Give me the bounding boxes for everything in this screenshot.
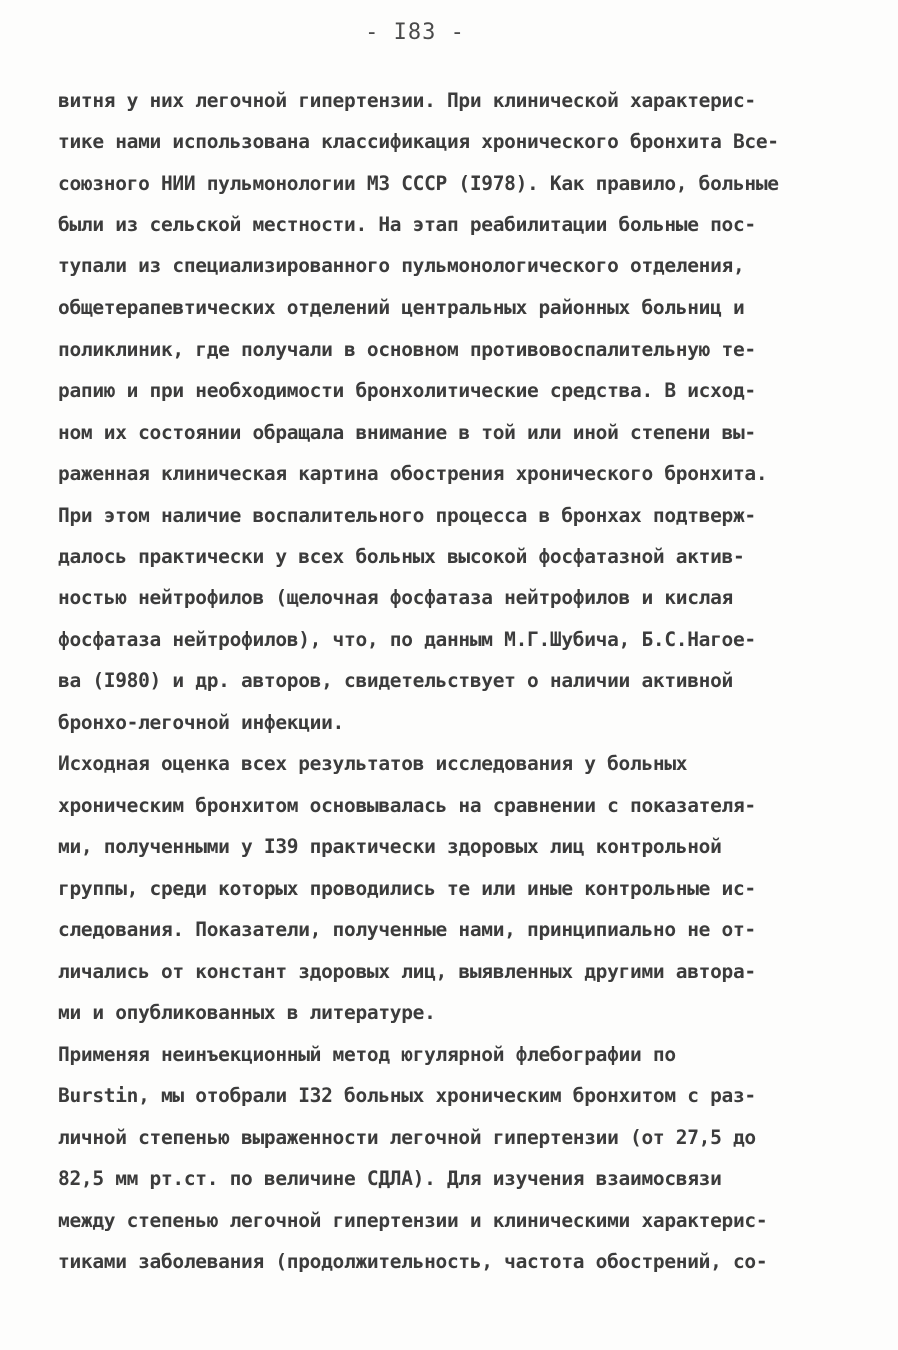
text-line: общетерапевтических отделений центральных районных больниц и <box>58 296 745 319</box>
text-line: тупали из специализированного пульмонологического отделения, <box>58 254 745 277</box>
text-line: ми и опубликованных в литературе. <box>58 1001 436 1024</box>
text-line: между степенью легочной гипертензии и клиническими характерис- <box>58 1209 768 1232</box>
text-line: тике нами использована классификация хронического бронхита Все- <box>58 130 779 153</box>
text-line: группы, среди которых проводились те или иные контрольные ис- <box>58 877 756 900</box>
text-line: 82,5 мм рт.ст. по величине СДЛА). Для изучения взаимосвязи <box>58 1167 722 1190</box>
text-line: раженная клиническая картина обострения хронического бронхита. <box>58 462 768 485</box>
text-line: личной степенью выраженности легочной гипертензии (от 27,5 до <box>58 1126 756 1149</box>
text-line: ном их состоянии обращала внимание в той или иной степени вы- <box>58 421 756 444</box>
text-line: следования. Показатели, полученные нами, принципиально не от- <box>58 918 756 941</box>
text-line: ностью нейтрофилов (щелочная фосфатаза нейтрофилов и кислая <box>58 586 733 609</box>
text-line: Burstin, мы отобрали I32 больных хроническим бронхитом с раз- <box>58 1084 756 1107</box>
text-line: были из сельской местности. На этап реабилитации больные пос- <box>58 213 756 236</box>
text-line: далось практически у всех больных высокой фосфатазной актив- <box>58 545 745 568</box>
text-line: фосфатаза нейтрофилов), что, по данным М.Г.Шубича, Б.С.Нагое- <box>58 628 756 651</box>
text-line: бронхо-легочной инфекции. <box>58 711 345 734</box>
text-line: личались от констант здоровых лиц, выявленных другими автора- <box>58 960 756 983</box>
text-line: ва (I980) и др. авторов, свидетельствует о наличии активной <box>58 669 733 692</box>
text-line: тиками заболевания (продолжительность, частота обострений, со- <box>58 1250 768 1273</box>
text-line: ми, полученными у I39 практически здоровых лиц контрольной <box>58 835 722 858</box>
text-line: рапию и при необходимости бронхолитические средства. В исход- <box>58 379 756 402</box>
text-line: Применяя неинъекционный метод югулярной флебографии по <box>58 1043 676 1066</box>
text-line: Исходная оценка всех результатов исследования у больных <box>58 752 688 775</box>
text-line: поликлиник, где получали в основном противовоспалительную те- <box>58 338 756 361</box>
text-line: При этом наличие воспалительного процесса в бронхах подтверж- <box>58 504 756 527</box>
text-line: союзного НИИ пульмонологии МЗ СССР (I978). Как правило, больные <box>58 172 779 195</box>
page-number: - I83 - <box>365 20 465 45</box>
text-line: витня у них легочной гипертензии. При клинической характерис- <box>58 89 756 112</box>
text-line: хроническим бронхитом основывалась на сравнении с показателя- <box>58 794 756 817</box>
